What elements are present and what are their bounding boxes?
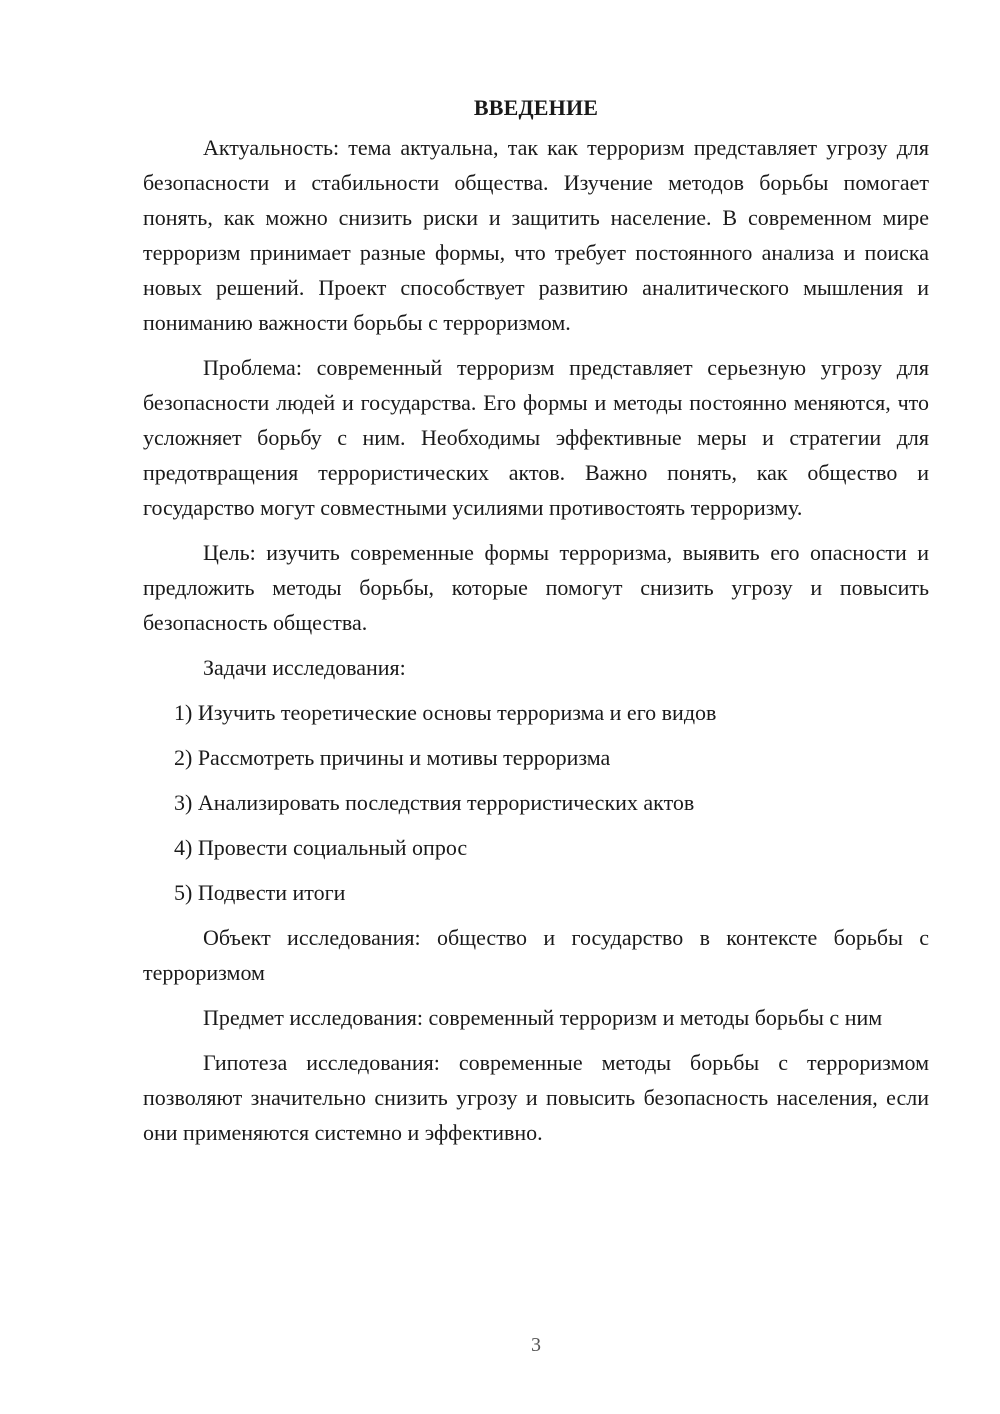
relevance-paragraph: Актуальность: тема актуальна, так как терроризм представляет угрозу для безопасности и стабильности общества. Изучение методов борьбы помогает понять, как можно снизить риски и защитить население. В современном мире терроризм принимает разные формы, что требует постоянного анализа и поиска новых решений. Проект способствует развитию аналитического мышления и пониманию важности борьбы с терроризмом. — [143, 135, 929, 335]
task-item-1: 1) Изучить теоретические основы терроризма и его видов — [174, 700, 717, 725]
document-page — [143, 90, 929, 1160]
problem-paragraph: Проблема: современный терроризм представляет серьезную угрозу для безопасности людей и государства. Его формы и методы постоянно меняются, что усложняет борьбу с ним. Необходимы эффективные меры и стратегии для предотвращения террористических актов. Важно понять, как общество и государство могут совместными усилиями противостоять терроризму. — [143, 355, 929, 520]
task-item-5: 5) Подвести итоги — [174, 880, 346, 905]
task-item-4: 4) Провести социальный опрос — [174, 835, 468, 860]
research-subject-paragraph: Предмет исследования: современный терроризм и методы борьбы с ним — [203, 1005, 883, 1030]
goal-paragraph: Цель: изучить современные формы терроризма, выявить его опасности и предложить методы борьбы, которые помогут снизить угрозу и повысить безопасность общества. — [143, 540, 929, 635]
section-heading: ВВЕДЕНИЕ — [473, 95, 599, 120]
tasks-list — [143, 695, 929, 910]
page-number: 3 — [531, 1334, 541, 1356]
research-object-paragraph: Объект исследования: общество и государство в контексте борьбы с терроризмом — [143, 925, 929, 985]
hypothesis-paragraph: Гипотеза исследования: современные методы борьбы с терроризмом позволяют значительно снизить угрозу и повысить безопасность населения, если они применяются системно и эффективно. — [143, 1050, 929, 1145]
task-item-3: 3) Анализировать последствия террористических актов — [174, 790, 695, 815]
tasks-label: Задачи исследования: — [203, 655, 406, 680]
task-item-2: 2) Рассмотреть причины и мотивы терроризма — [174, 745, 611, 770]
